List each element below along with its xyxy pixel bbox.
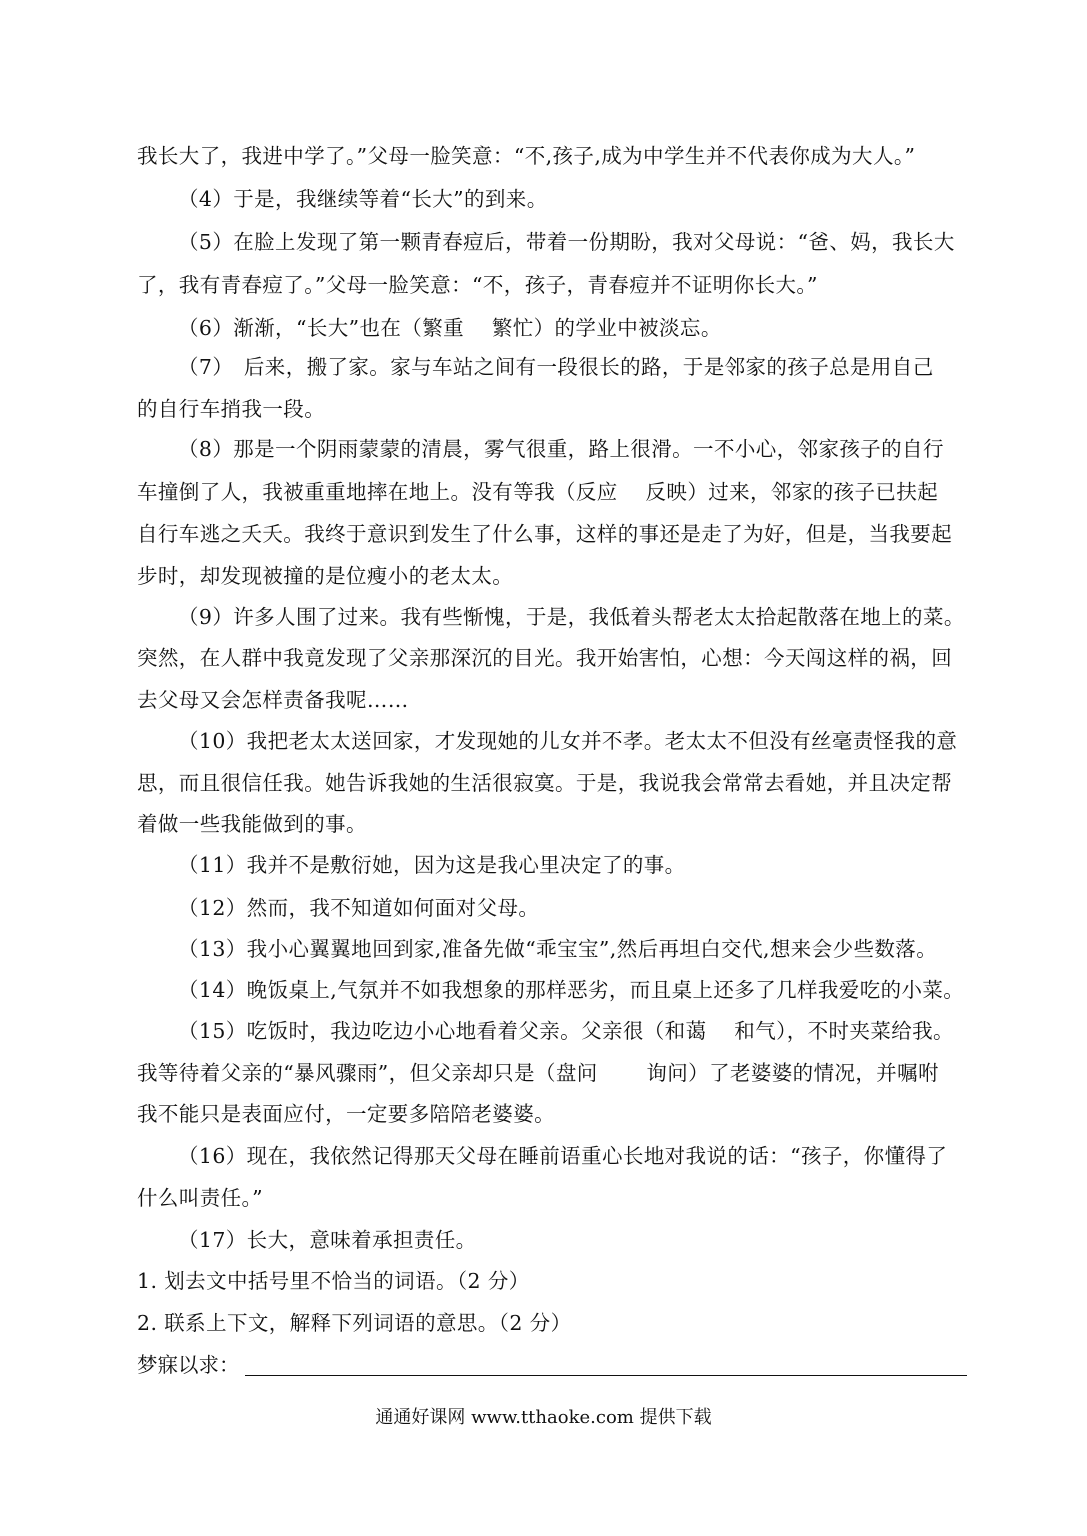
text-line: 我等待着父亲的“暴风骤雨”，但父亲却只是（盘问 询问）了老婆婆的情况，并嘱咐 [137, 1061, 939, 1085]
text-line: 什么叫责任。” [137, 1186, 264, 1210]
text-line: 我不能只是表面应付，一定要多陪陪老婆婆。 [137, 1102, 555, 1126]
text-line: 自行车逃之夭夭。我终于意识到发生了什么事，这样的事还是走了为好，但是，当我要起 [137, 522, 953, 546]
text-line: （5）在脸上发现了第一颗青春痘后，带着一份期盼，我对父母说：“爸、妈，我长大 [178, 230, 955, 254]
text-line: （17）长大，意味着承担责任。 [178, 1228, 477, 1252]
text-line: （15）吃饭时，我边吃边小心地看着父亲。父亲很（和蔼 和气），不时夹菜给我。 [178, 1019, 954, 1043]
text-line: 着做一些我能做到的事。 [137, 812, 367, 836]
text-line: 车撞倒了人，我被重重地摔在地上。没有等我（反应 反映）过来，邻家的孩子已扶起 [137, 480, 939, 504]
footer-credit: 通通好课网 www.tthaoke.com 提供下载 [375, 1407, 712, 1428]
text-line: 去父母又会怎样责备我呢…… [137, 688, 409, 712]
term-label: 梦寐以求： [137, 1353, 240, 1377]
text-line: （14）晚饭桌上,气氛并不如我想象的那样恶劣，而且桌上还多了几样我爱吃的小菜。 [178, 978, 965, 1002]
text-line: 思，而且很信任我。她告诉我她的生活很寂寞。于是，我说我会常常去看她，并且决定帮 [137, 771, 953, 795]
text-line: （9）许多人围了过来。我有些惭愧，于是，我低着头帮老太太拾起散落在地上的菜。 [178, 605, 965, 629]
text-line: （16）现在，我依然记得那天父母在睡前语重心长地对我说的话：“孩子，你懂得了 [178, 1144, 948, 1168]
text-line: （6）渐渐，“长大”也在（繁重 繁忙）的学业中被淡忘。 [178, 316, 722, 340]
answer-blank-line [245, 1375, 967, 1376]
text-line: （8）那是一个阴雨蒙蒙的清晨，雾气很重，路上很滑。一不小心，邻家孩子的自行 [178, 437, 944, 461]
text-line: （7） 后来，搬了家。家与车站之间有一段很长的路，于是邻家的孩子总是用自己 [178, 355, 934, 379]
text-line: （13）我小心翼翼地回到家,准备先做“乖宝宝”,然后再坦白交代,想来会少些数落。 [178, 937, 938, 961]
text-line: 步时，却发现被撞的是位瘦小的老太太。 [137, 564, 514, 588]
text-line: （10）我把老太太送回家，才发现她的儿女并不孝。老太太不但没有丝毫责怪我的意 [178, 729, 958, 753]
text-line: （12）然而，我不知道如何面对父母。 [178, 896, 540, 920]
question-1: 1. 划去文中括号里不恰当的词语。（2 分） [137, 1269, 530, 1293]
text-line: 了，我有青春痘了。”父母一脸笑意：“不，孩子，青春痘并不证明你长大。” [137, 273, 818, 297]
text-line: 的自行车捎我一段。 [137, 397, 326, 421]
text-line: （4）于是，我继续等着“长大”的到来。 [178, 187, 548, 211]
text-line: 我长大了，我进中学了。”父母一脸笑意：“不,孩子,成为中学生并不代表你成为大人。” [137, 144, 916, 168]
question-2: 2. 联系上下文，解释下列词语的意思。（2 分） [137, 1311, 572, 1335]
text-line: （11）我并不是敷衍她，因为这是我心里决定了的事。 [178, 853, 686, 877]
text-line: 突然，在人群中我竟发现了父亲那深沉的目光。我开始害怕，心想：今天闯这样的祸，回 [137, 646, 953, 670]
